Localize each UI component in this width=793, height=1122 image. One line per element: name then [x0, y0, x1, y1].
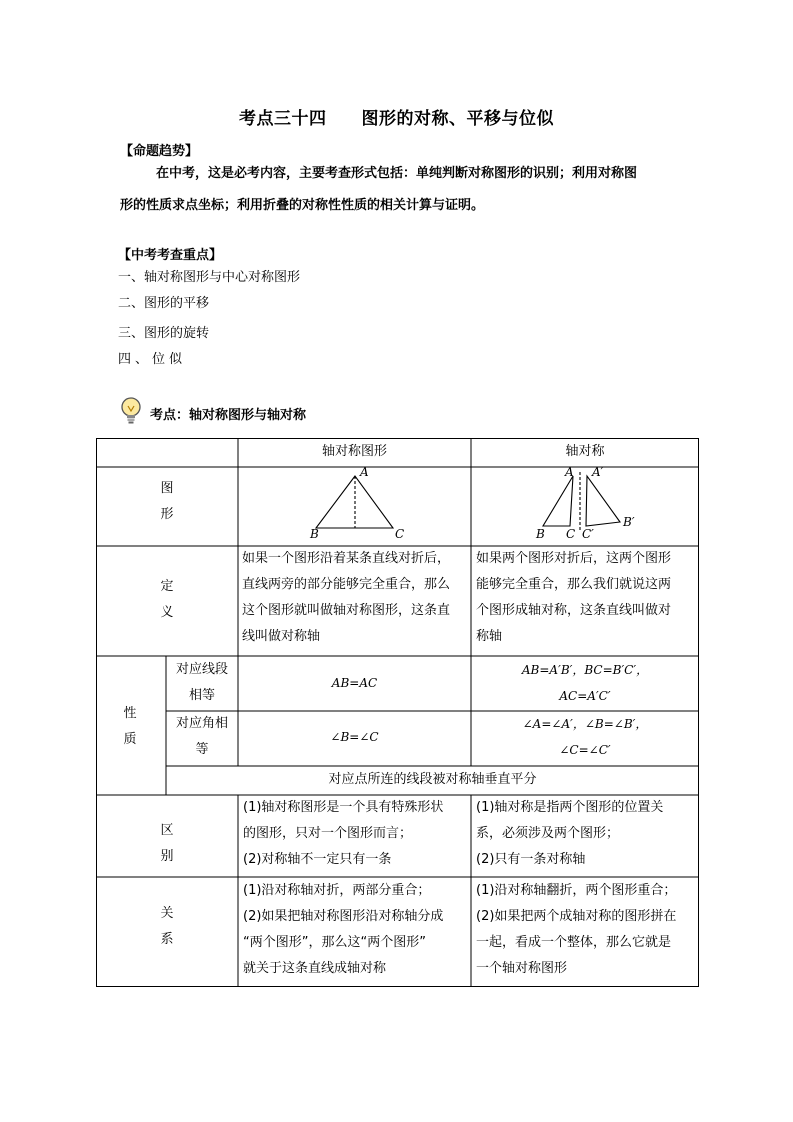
relation-axis-figure: (1)沿对称轴对折，两部分重合； (2)如果把轴对称图形沿对称轴分成 “两个图形”，那么这“两个图形” 就关于这条直线成轴对称 [243, 883, 444, 976]
property-segments-axis-symmetry: AB=A′B′，BC=B′C′， AC=A′C′ [521, 663, 649, 703]
fig1-label-c: C [395, 527, 405, 541]
header-axis-figure: 轴对称图形 [321, 444, 387, 459]
fig1-label-b: B [310, 527, 319, 541]
fig2-label-a-prime: A′ [592, 465, 604, 479]
comparison-table [96, 438, 699, 987]
fig2-label-c-prime: C′ [582, 527, 594, 541]
relation-axis-symmetry: (1)沿对称轴翻折，两个图形重合； (2)如果把两个成轴对称的图形拼在 一起，看成一个整体，那么它就是 一个轴对称图形 [476, 883, 677, 976]
fig2-label-b-prime: B′ [623, 515, 635, 529]
property-angles-axis-symmetry: ∠A=∠A′，∠B=∠B′， ∠C=∠C′ [522, 717, 648, 757]
figure-isosceles-triangle [316, 476, 393, 528]
fig2-label-a: A [565, 465, 574, 479]
kaodian-label: 考点：轴对称图形与轴对称 [150, 407, 307, 423]
row-label-property: 性 质 [123, 706, 137, 747]
definition-axis-symmetry: 如果两个图形对折后，这两个图形 能够完全重合，那么我们就说这两 个图形成轴对称，这条直线叫做对 称轴 [476, 551, 672, 644]
lightbulb-icon [118, 396, 144, 430]
focus-item-2: 二、图形的平移 [118, 296, 210, 311]
row-label-relation: 关 系 [160, 906, 174, 947]
focus-item-1: 一、轴对称图形与中心对称图形 [118, 270, 301, 285]
fig2-label-b: B [536, 527, 545, 541]
kaodian-row [118, 398, 306, 428]
property-common: 对应点所连的线段被对称轴垂直平分 [328, 772, 537, 787]
trend-heading: 【命题趋势】 [120, 144, 199, 159]
trend-line-2: 形的性质求点坐标；利用折叠的对称性性质的相关计算与证明。 [120, 198, 485, 213]
property-segments-axis-figure: AB=AC [331, 676, 378, 690]
row-label-definition: 定 义 [160, 579, 174, 620]
focus-heading: 【中考考查重点】 [118, 248, 223, 263]
focus-item-3: 三、图形的旋转 [118, 326, 210, 341]
trend-paragraph [120, 158, 700, 222]
property-segments-label: 对应线段 相等 [175, 662, 228, 703]
figure-symmetric-triangles [543, 472, 620, 530]
trend-line-1: 在中考，这是必考内容，主要考查形式包括：单纯判断对称图形的识别；利用对称图 [156, 166, 638, 181]
focus-item-4: 四、位似 [118, 352, 187, 367]
property-angles-label: 对应角相 等 [175, 716, 228, 757]
row-label-figure: 图 形 [160, 481, 174, 522]
difference-axis-symmetry: (1)轴对称是指两个图形的位置关 系，必须涉及两个图形； (2)只有一条对称轴 [476, 800, 664, 867]
page-title: 考点三十四 图形的对称、平移与位似 [239, 109, 554, 129]
property-angles-axis-figure: ∠B=∠C [330, 730, 379, 744]
header-axis-symmetry: 轴对称 [565, 444, 605, 459]
definition-axis-figure: 如果一个图形沿着某条直线对折后， 直线两旁的部分能够完全重合，那么 这个图形就叫做轴对称图形，这条直 线叫做对称轴 [242, 551, 451, 644]
fig1-label-a: A [360, 465, 369, 479]
row-label-difference: 区 别 [160, 823, 174, 864]
fig2-label-c: C [566, 527, 576, 541]
difference-axis-figure: (1)轴对称图形是一个具有特殊形状 的图形，只对一个图形而言； (2)对称轴不一定只有一条 [243, 800, 444, 867]
